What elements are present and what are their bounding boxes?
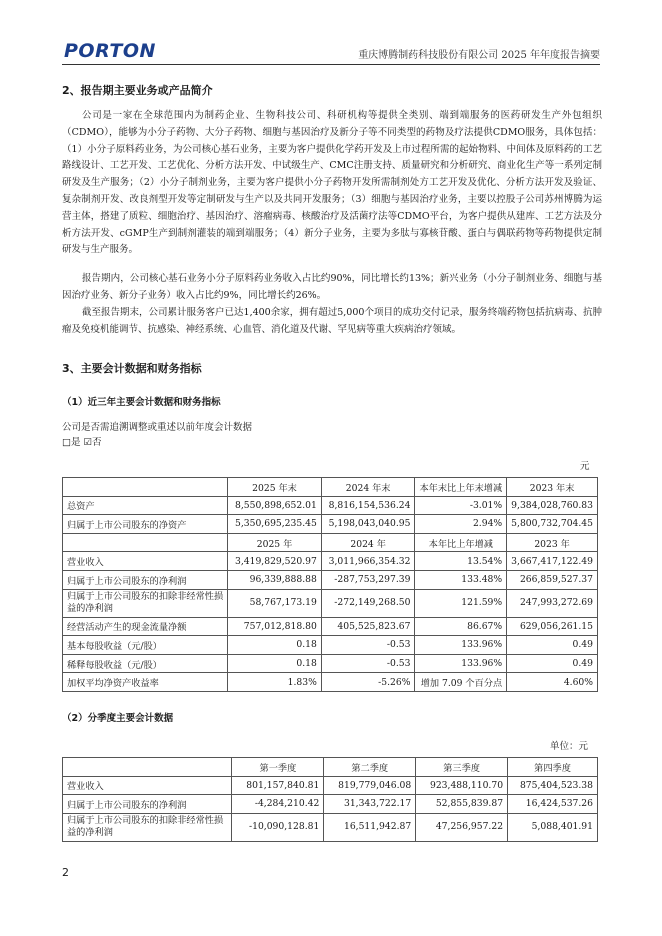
table-cell: 96,339,888.88 — [228, 570, 322, 589]
row-label: 归属于上市公司股东的扣除非经常性损益的净利润 — [63, 813, 232, 841]
table-cell: 52,855,839.87 — [416, 795, 508, 814]
table-cell: 2.94% — [415, 515, 507, 534]
table-cell: 247,993,272.69 — [507, 589, 598, 617]
table-cell: 133.48% — [415, 570, 507, 589]
table-cell: -0.53 — [321, 654, 415, 673]
table-cell: 0.49 — [507, 654, 598, 673]
row-label: 经营活动产生的现金流量净额 — [63, 617, 228, 636]
table-row — [63, 552, 598, 571]
table-header-cell: 第三季度 — [416, 758, 508, 777]
table-header-cell: 2025 年 — [228, 533, 322, 552]
row-label: 归属于上市公司股东的净资产 — [63, 515, 228, 534]
table-cell: 47,256,957.22 — [416, 813, 508, 841]
row-label: 总资产 — [63, 496, 228, 515]
company-logo: PORTON — [64, 40, 156, 62]
row-label: 归属于上市公司股东的净利润 — [63, 570, 228, 589]
table-row — [63, 589, 598, 617]
table-header-cell: 第四季度 — [508, 758, 598, 777]
row-label: 归属于上市公司股东的扣除非经常性损益的净利润 — [63, 589, 228, 617]
subsection-2-heading: （2）分季度主要会计数据 — [62, 713, 174, 724]
table-header-cell: 第二季度 — [324, 758, 416, 777]
table-cell: 5,800,732,704.45 — [507, 515, 598, 534]
table-row — [63, 636, 598, 655]
table-cell: 133.96% — [415, 654, 507, 673]
unit-label-1: 元 — [580, 461, 590, 472]
table-row — [63, 515, 598, 534]
table-cell: 16,424,537.26 — [508, 795, 598, 814]
table-cell: 增加 7.09 个百分点 — [415, 673, 507, 692]
table-cell: 266,859,527.37 — [507, 570, 598, 589]
table-cell: -4,284,210.42 — [232, 795, 324, 814]
table-header-cell: 2024 年 — [321, 533, 415, 552]
row-label: 基本每股收益（元/股） — [63, 636, 228, 655]
table-cell: 801,157,840.81 — [232, 776, 324, 795]
table-row — [63, 617, 598, 636]
table-cell: 8,816,154,536.24 — [321, 496, 415, 515]
row-label: 归属于上市公司股东的净利润 — [63, 795, 232, 814]
table-cell: 0.18 — [228, 654, 322, 673]
table-cell: -10,090,128.81 — [232, 813, 324, 841]
table-cell: 9,384,028,760.83 — [507, 496, 598, 515]
business-paragraph-3: 截至报告期末，公司累计服务客户已达1,400余家，拥有超过5,000个项目的成功交付记录，服务终端药物包括抗病毒、抗肿瘤及免疫机能调节、抗感染、神经系统、心血管、消化道及代谢、罕见病等重大疾病治疗领域。 — [62, 307, 602, 335]
table-header-row — [63, 758, 598, 777]
table-cell: -3.01% — [415, 496, 507, 515]
subsection-1-heading: （1）近三年主要会计数据和财务指标 — [62, 397, 221, 408]
table-row — [63, 654, 598, 673]
row-label: 稀释每股收益（元/股） — [63, 654, 228, 673]
table-cell: -287,753,297.39 — [321, 570, 415, 589]
table-cell: 58,767,173.19 — [228, 589, 322, 617]
table-cell: -272,149,268.50 — [321, 589, 415, 617]
table-header-cell: 2024 年末 — [321, 478, 415, 497]
business-paragraph-1: 公司是一家在全球范围内为制药企业、生物科技公司、科研机构等提供全类别、端到端服务的医药研发生产外包组织（CDMO），能够为小分子药物、大分子药物、细胞与基因治疗及新分子等不同类型的药物及疗法提供CDMO服务，具体包括：（1）小分子原料药业务，为公司核心基石业务，主要为客户提供化学药开发及上市过程所需的起始物料、中间体及原料药的工艺路线设计、工艺开发、工艺优化、分析方法开发、中试级生产、CMC注册支持、质量研究和分析研究、商业化生产等一系列定制研发及生产服务；（2）小分子制剂业务，主要为客户提供小分子药物开发所需制剂处方工艺开发及优化、分析方法开发及验证、复杂制剂开发、改良剂型开发等定制研发与生产以及共同开发服务；（3）细胞与基因治疗业务，主要以控股子公司苏州博腾为运营主体，搭建了质粒、细胞治疗、基因治疗、溶瘤病毒、核酸治疗及活菌疗法等CDMO平台，为客户提供从建库、工艺方法及分析方法开发、cGMP生产到制剂灌装的端到端服务；（4）新分子业务，主要为多肽与寡核苷酸、蛋白与偶联药物等药物提供定制研发与生产服务。 — [62, 110, 602, 256]
table-cell: 0.49 — [507, 636, 598, 655]
table-cell: 629,056,261.15 — [507, 617, 598, 636]
section-2-heading: 2、报告期主要业务或产品简介 — [62, 84, 213, 97]
table-cell: 4.60% — [507, 673, 598, 692]
section-3-heading: 3、主要会计数据和财务指标 — [62, 362, 202, 375]
table-cell: 3,419,829,520.97 — [228, 552, 322, 571]
table-header-cell — [63, 533, 228, 552]
table-header-cell: 2023 年末 — [507, 478, 598, 497]
table-cell: 31,343,722.17 — [324, 795, 416, 814]
restate-question: 公司是否需追溯调整或重述以前年度会计数据 — [62, 422, 253, 433]
business-paragraph-2: 报告期内，公司核心基石业务小分子原料药业务收入占比约90%，同比增长约13%；新兴业务（小分子制剂业务、细胞与基因治疗业务、新分子业务）收入占比约9%，同比增长约26%。 — [62, 273, 602, 301]
table-cell: 13.54% — [415, 552, 507, 571]
table-cell: 86.67% — [415, 617, 507, 636]
table-cell: 5,088,401.91 — [508, 813, 598, 841]
table-header-cell: 本年末比上年末增减 — [415, 478, 507, 497]
table-cell: 923,488,110.70 — [416, 776, 508, 795]
table-row — [63, 813, 598, 841]
page-header — [62, 36, 600, 66]
annual-financial-table — [62, 477, 598, 692]
table-header-row — [63, 478, 598, 497]
table-cell: -5.26% — [321, 673, 415, 692]
page-number: 2 — [62, 866, 69, 879]
table-header-cell: 本年比上年增减 — [415, 533, 507, 552]
table-header-cell: 2023 年 — [507, 533, 598, 552]
table-header-cell — [63, 478, 228, 497]
table-header-row — [63, 533, 598, 552]
table-cell: 405,525,823.67 — [321, 617, 415, 636]
table-cell: 16,511,942.87 — [324, 813, 416, 841]
table-cell: 819,779,046.08 — [324, 776, 416, 795]
report-title: 重庆博腾制药科技股份有限公司 2025 年年度报告摘要 — [358, 50, 600, 61]
table-cell: 133.96% — [415, 636, 507, 655]
table-cell: 121.59% — [415, 589, 507, 617]
row-label: 加权平均净资产收益率 — [63, 673, 228, 692]
table-header-cell: 2025 年末 — [228, 478, 322, 497]
table-cell: 5,350,695,235.45 — [228, 515, 322, 534]
table-row — [63, 496, 598, 515]
table-header-cell — [63, 758, 232, 777]
table-cell: 875,404,523.38 — [508, 776, 598, 795]
row-label: 营业收入 — [63, 552, 228, 571]
unit-label-2: 单位：元 — [550, 741, 589, 752]
table-header-cell: 第一季度 — [232, 758, 324, 777]
table-cell: 1.83% — [228, 673, 322, 692]
quarterly-financial-table — [62, 757, 598, 842]
table-cell: -0.53 — [321, 636, 415, 655]
row-label: 营业收入 — [63, 776, 232, 795]
table-row — [63, 570, 598, 589]
table-cell: 0.18 — [228, 636, 322, 655]
table-cell: 3,667,417,122.49 — [507, 552, 598, 571]
table-cell: 3,011,966,354.32 — [321, 552, 415, 571]
table-row — [63, 673, 598, 692]
restate-options: □是 ☑否 — [62, 437, 102, 448]
table-cell: 8,550,898,652.01 — [228, 496, 322, 515]
table-row — [63, 776, 598, 795]
table-row — [63, 795, 598, 814]
header-divider — [62, 64, 600, 65]
table-cell: 757,012,818.80 — [228, 617, 322, 636]
table-cell: 5,198,043,040.95 — [321, 515, 415, 534]
